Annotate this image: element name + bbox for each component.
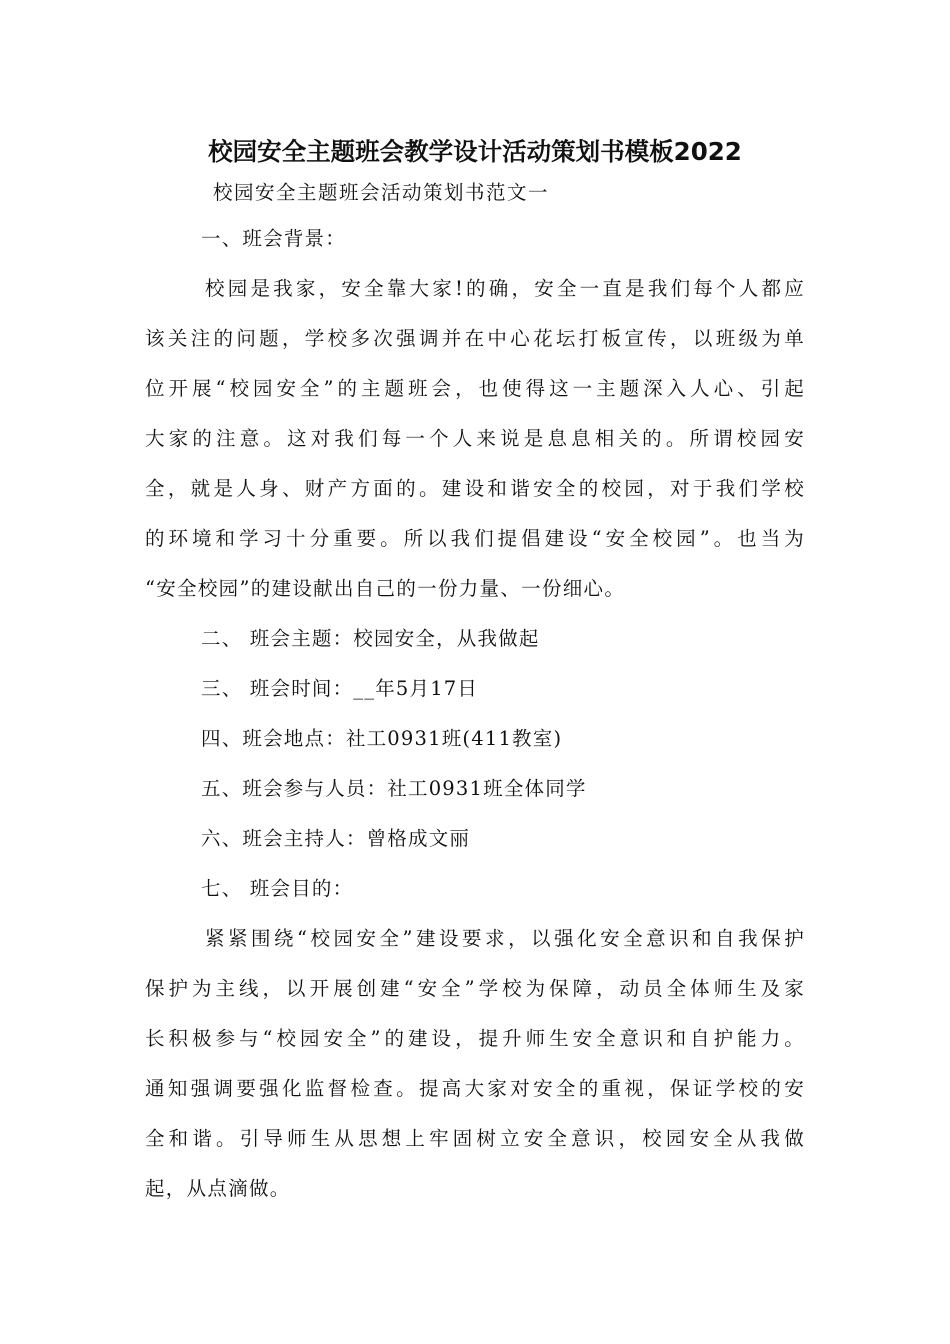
paragraph-line: 全和谐。引导师生从思想上牢固树立安全意识，校园安全从我做 [145,1127,805,1150]
paragraph-line: 的环境和学习十分重要。所以我们提倡建设“安全校园”。也当为 [145,527,805,550]
paragraph-line: 校园是我家，安全靠大家!的确，安全一直是我们每个人都应 [205,277,805,300]
section-1-heading: 一、班会背景： [201,227,346,250]
section-3-time: 三、 班会时间：__年5月17日 [201,677,479,700]
section-2-theme: 二、 班会主题：校园安全，从我做起 [201,627,540,650]
section-5-participants: 五、班会参与人员：社工0931班全体同学 [201,777,587,800]
document-title: 校园安全主题班会教学设计活动策划书模板2022 [208,137,742,166]
section-7-paragraph [145,914,805,1214]
paragraph-line: 保护为主线，以开展创建“安全”学校为保障，动员全体师生及家 [145,977,805,1000]
paragraph-line: 该关注的问题，学校多次强调并在中心花坛打板宣传，以班级为单 [145,327,805,350]
document-page [145,120,805,1214]
paragraph-line: 紧紧围绕“校园安全”建设要求，以强化安全意识和自我保护 [205,927,805,950]
paragraph-line: 大家的注意。这对我们每一个人来说是息息相关的。所谓校园安 [145,427,805,450]
section-6-host: 六、班会主持人：曾格成文丽 [201,827,471,850]
paragraph-line: 全，就是人身、财产方面的。建设和谐安全的校园，对于我们学校 [145,477,805,500]
document-subtitle: 校园安全主题班会活动策划书范文一 [213,181,550,204]
paragraph-line: 长积极参与“校园安全”的建设，提升师生安全意识和自护能力。 [145,1027,805,1050]
paragraph-line: 通知强调要强化监督检查。提高大家对安全的重视，保证学校的安 [145,1077,805,1100]
paragraph-line: 位开展“校园安全”的主题班会，也使得这一主题深入人心、引起 [145,377,805,400]
paragraph-line: “安全校园”的建设献出自己的一份力量、一份细心。 [145,577,626,600]
section-4-location: 四、班会地点：社工0931班(411教室) [201,727,563,750]
section-7-heading: 七、 班会目的： [201,877,354,900]
paragraph-line: 起，从点滴做。 [145,1177,291,1200]
section-1-paragraph [145,264,805,614]
